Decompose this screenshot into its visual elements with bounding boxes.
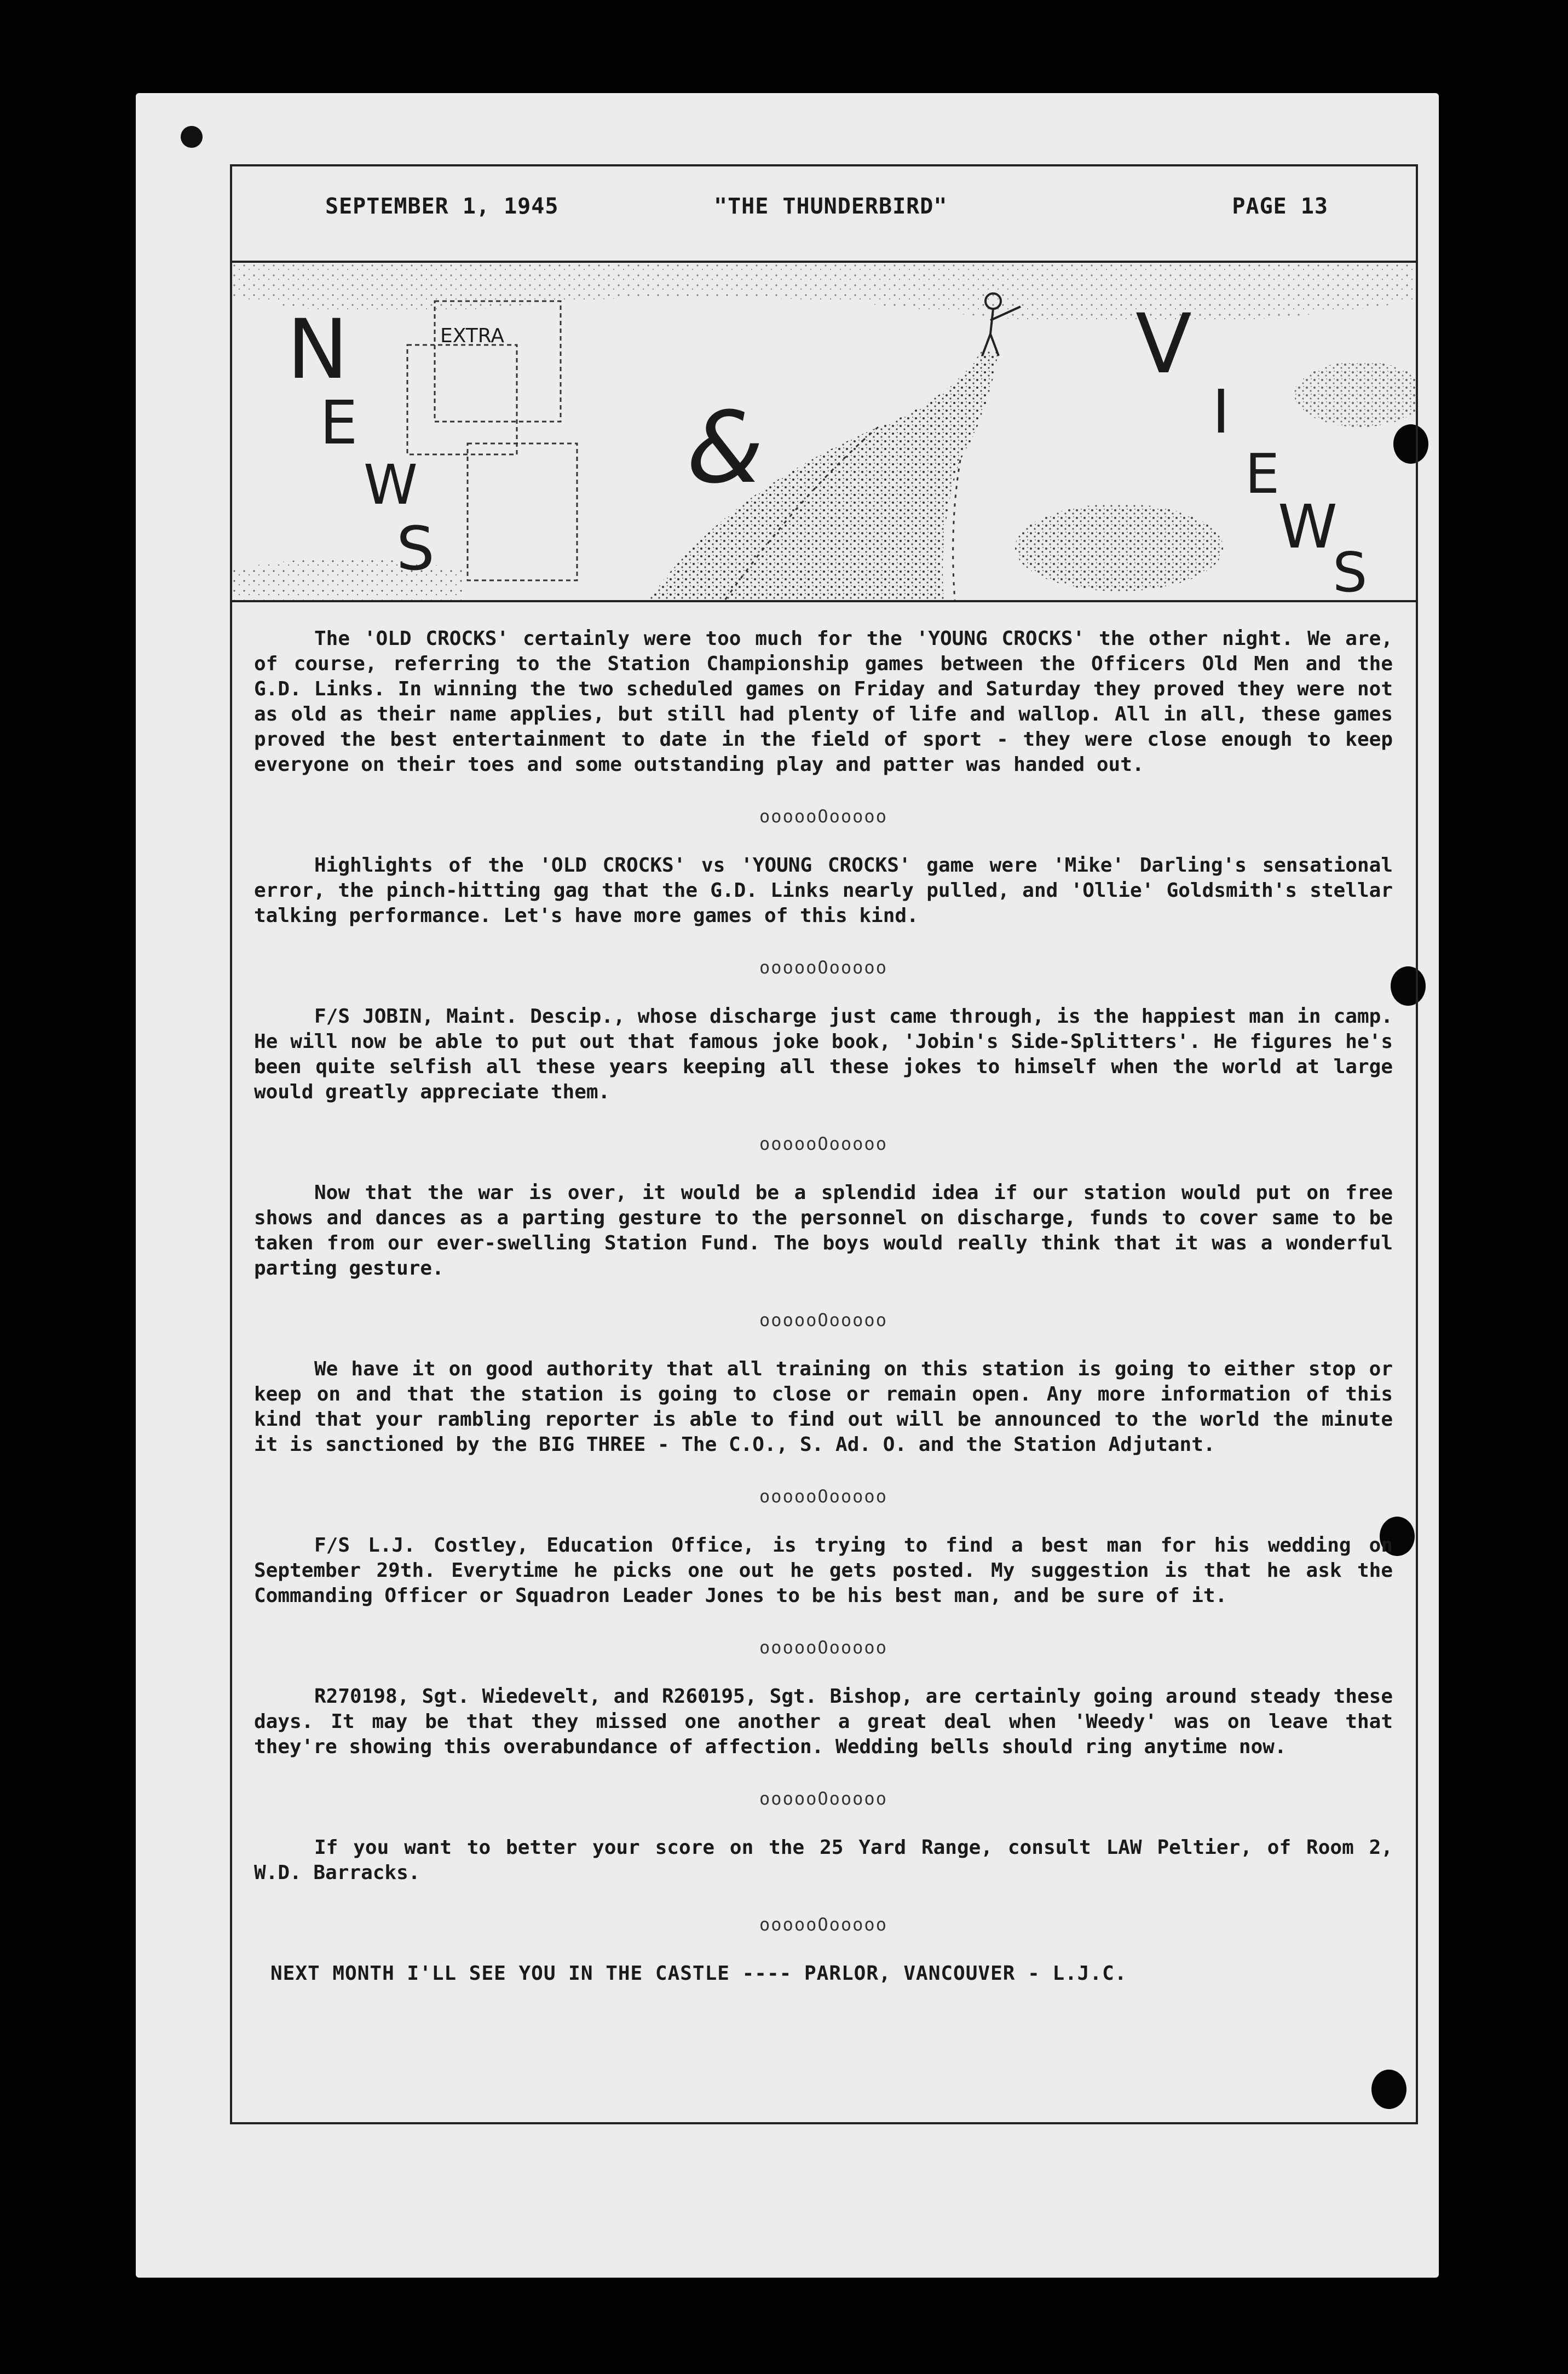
news-item: F/S L.J. Costley, Education Office, is trying to find a best man for his wedding on September 29th. Everytime he picks one out he gets posted. My suggestion is that he ask the Commanding Officer or Squadron Leader Jones to be his best man, and be sure of it. <box>254 1534 1393 1607</box>
separator: oooooOooooo <box>759 1914 887 1935</box>
news-item: F/S JOBIN, Maint. Descip., whose discharge just came through, is the happiest man in camp. He will now be able to put out that famous joke book, 'Jobin's Side-Splitters'. He figures he's been quite selfish all these years keeping all these jokes to himself when the world at large would greatly appreciate them. <box>254 1005 1393 1103</box>
separator: oooooOooooo <box>759 806 887 827</box>
banner-letter-w: W <box>364 453 418 517</box>
banner-letter-i: I <box>1212 377 1230 447</box>
news-item: If you want to better your score on the 25 Yard Range, consult LAW Peltier, of Room 2, W.D. Barracks. <box>254 1836 1393 1884</box>
banner-letter-n: N <box>287 302 349 397</box>
corner-mark <box>181 126 203 148</box>
separator: oooooOooooo <box>759 1486 887 1507</box>
separator: oooooOooooo <box>759 1637 887 1658</box>
header-title: "THE THUNDERBIRD" <box>714 194 948 219</box>
column-body <box>254 626 1393 1986</box>
banner-letter-w2: W <box>1278 492 1338 562</box>
banner-letter-s: S <box>396 514 435 584</box>
banner-letter-v: V <box>1135 297 1192 392</box>
banner-letter-e: E <box>320 388 358 458</box>
header-date: SEPTEMBER 1, 1945 <box>325 194 559 219</box>
banner-ampersand: & <box>687 391 764 505</box>
news-item: The 'OLD CROCKS' certainly were too much for the 'YOUNG CROCKS' the other night. We are, of course, referring to the Station Championship games between the Officers Old Men and the G.D. Links. In winning the two scheduled games on Friday and Saturday they proved they were not as old as their name applies, but still had plenty of life and wallop. All in all, these games proved the best entertainment to date in the field of sport - they were close enough to keep everyone on their toes and some outstanding play and patter was handed out. <box>254 627 1393 776</box>
banner-illustration <box>232 263 1416 600</box>
news-item: R270198, Sgt. Wiedevelt, and R260195, Sgt. Bishop, are certainly going around steady these days. It may be that they missed one another a great deal when 'Weedy' was on leave that they're showing this overabundance of affection. Wedding bells should ring anytime now. <box>254 1685 1393 1758</box>
page-header <box>232 166 1416 263</box>
news-views-banner <box>232 263 1416 602</box>
news-item: We have it on good authority that all training on this station is going to either stop or keep on and that the station is going to close or remain open. Any more information of this kind that your rambling reporter is able to find out will be announced to the world the minute it is sanctioned by the BIG THREE - The C.O., S. Ad. O. and the Station Adjutant. <box>254 1358 1393 1456</box>
banner-extra-label: EXTRA <box>440 325 504 347</box>
news-item: Now that the war is over, it would be a splendid idea if our station would put on free shows and dances as a parting gesture to the personnel on discharge, funds to cover same to be taken from our ever-swelling Station Fund. The boys would really think that it was a wonderful parting gesture. <box>254 1182 1393 1280</box>
separator: oooooOooooo <box>759 1310 887 1330</box>
separator: oooooOooooo <box>759 1788 887 1809</box>
banner-letter-e2: E <box>1245 442 1280 506</box>
signoff-line: NEXT MONTH I'LL SEE YOU IN THE CASTLE ---- PARLOR, VANCOUVER - L.J.C. <box>270 1962 1127 1985</box>
banner-letter-s2: S <box>1333 540 1368 600</box>
separator: oooooOooooo <box>759 1133 887 1154</box>
news-item: Highlights of the 'OLD CROCKS' vs 'YOUNG CROCKS' game were 'Mike' Darling's sensational error, the pinch-hitting gag that the G.D. Links nearly pulled, and 'Ollie' Goldsmith's stellar talking performance. Let's have more games of this kind. <box>254 854 1393 927</box>
header-page-number: PAGE 13 <box>1232 194 1328 219</box>
page-frame <box>230 164 1418 2124</box>
separator: oooooOooooo <box>759 957 887 978</box>
